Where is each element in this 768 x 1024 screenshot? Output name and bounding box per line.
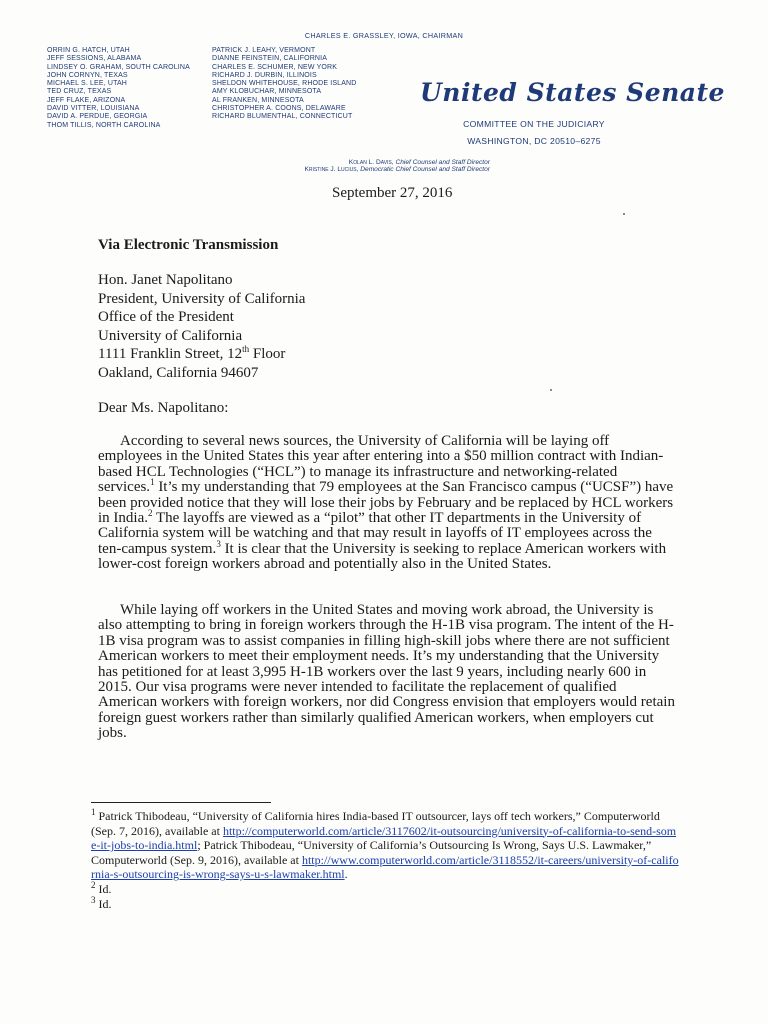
member-name: RICHARD J. DURBIN, ILLINOIS: [212, 71, 317, 79]
member-name: THOM TILLIS, NORTH CAROLINA: [47, 121, 161, 129]
footnote-text: .: [344, 867, 348, 882]
footnote-text: Id.: [95, 881, 112, 896]
member-name: MICHAEL S. LEE, UTAH: [47, 80, 128, 88]
footnote-ref: 2: [148, 508, 153, 519]
staff-name: Kolan L. Davis,: [348, 159, 394, 166]
committee-members-majority: [47, 47, 190, 130]
staff-title: Chief Counsel and Staff Director: [395, 159, 490, 166]
footnote-ref: 1: [150, 477, 155, 488]
staff-line: [0, 159, 490, 166]
p1-text-c: The layoffs are viewed as a “pilot” that other IT departments in the University of California system will be watching and that may result in layoffs of IT employees across the ten-campus system.: [98, 510, 652, 557]
committee-block: [420, 116, 648, 150]
member-name: PATRICK J. LEAHY, VERMONT: [212, 47, 316, 54]
footnote-link[interactable]: http://computerworld.com/article/3117602/it-outsourcing/university-of-california-to-send-some-it-jobs-to-india.html: [91, 823, 677, 853]
committee-name: COMMITTEE ON THE JUDICIARY: [463, 119, 605, 129]
member-name: ORRIN G. HATCH, UTAH: [47, 47, 130, 54]
staff-directors: [0, 159, 490, 174]
committee-members-minority: [212, 47, 356, 122]
recipient-line: Oakland, California 94607: [98, 364, 259, 381]
footnote-1: [91, 809, 681, 882]
member-name: SHELDON WHITEHOUSE, RHODE ISLAND: [212, 80, 357, 88]
p1-text-b: It’s my understanding that 79 employees at the San Francisco campus (“UCSF”) have been provided notice that they will lose their jobs by February and be replaced by HCL workers in India.: [98, 479, 674, 527]
senate-title: United States Senate: [420, 78, 725, 107]
staff-name: Kristine J. Lucius,: [304, 166, 359, 174]
scan-speck: [550, 389, 552, 391]
member-name: CHRISTOPHER A. COONS, DELAWARE: [212, 105, 346, 113]
member-name: DAVID VITTER, LOUISIANA: [47, 105, 140, 113]
footnote-text: ; Patrick Thibodeau, “University of California’s Outsourcing Is Wrong, Says U.S. Lawmaker,” Computerworld (Sep. 9, 2016), available at: [91, 838, 652, 867]
member-name: DAVID A. PERDUE, GEORGIA: [47, 113, 148, 121]
recipient-line: [98, 345, 305, 364]
recipient-line: Hon. Janet Napolitano: [98, 272, 233, 288]
p1-text-a: According to several news sources, the University of California will be laying off employees in the United States this year after entering into a $50 million contract with Indian-based HCL Technologies (“HCL”) to manage its infrastructure and networking-related services.: [98, 433, 664, 496]
member-name: RICHARD BLUMENTHAL, CONNECTICUT: [212, 113, 353, 121]
member-name: TED CRUZ, TEXAS: [47, 88, 112, 96]
scan-speck: [623, 213, 625, 215]
recipient-address: [98, 271, 305, 383]
member-name: AMY KLOBUCHAR, MINNESOTA: [212, 88, 322, 96]
paragraph-2: While laying off workers in the United States and moving work abroad, the University is also attempting to bring in foreign workers through the H-1B visa program. The intent of the H-1B visa program was to assist companies in filling high-skill jobs where there are not sufficient American workers to meet their employment needs. It’s my understanding that the University has petitioned for at least 3,995 H-1B workers over the last 9 years, including nearly 600 in 2015. Our visa programs were never intended to facilitate the replacement of qualified American workers with foreign workers, nor did Congress envision that employers would retain foreign guest workers rather than similarly qualified American workers, when employers cut jobs.: [98, 602, 675, 742]
footnote-2: [91, 879, 681, 897]
footnote-3: [91, 894, 681, 912]
member-name: JEFF FLAKE, ARIZONA: [47, 96, 126, 104]
paragraph-1: [98, 434, 676, 573]
ordinal-suffix: th: [242, 344, 250, 355]
floor-text: Floor: [249, 346, 286, 363]
member-name: JOHN CORNYN, TEXAS: [47, 71, 128, 79]
staff-line: [0, 166, 490, 173]
committee-address: WASHINGTON, DC 20510–6275: [467, 136, 601, 146]
street-text: 1111 Franklin Street, 12: [98, 346, 243, 363]
footnote-divider: [91, 802, 271, 803]
footnote-text: Id.: [95, 896, 112, 911]
recipient-line: Office of the President: [98, 309, 234, 326]
staff-title: Democratic Chief Counsel and Staff Director: [360, 166, 490, 174]
footnote-number: 3: [91, 894, 96, 905]
member-name: LINDSEY O. GRAHAM, SOUTH CAROLINA: [47, 63, 190, 71]
footnotes: [91, 809, 681, 911]
footnote-number: 2: [91, 879, 96, 890]
member-name: JEFF SESSIONS, ALABAMA: [47, 55, 142, 63]
recipient-line: President, University of California: [98, 290, 306, 307]
p1-text-d: It is clear that the University is seeking to replace American workers with lower-cost foreign workers abroad and potentially also in the United States.: [98, 540, 667, 573]
letter-date: September 27, 2016: [332, 185, 453, 201]
transmission-note: Via Electronic Transmission: [98, 237, 279, 253]
recipient-line: University of California: [98, 327, 243, 344]
member-name: CHARLES E. SCHUMER, NEW YORK: [212, 63, 338, 71]
salutation: Dear Ms. Napolitano:: [98, 400, 229, 416]
footnote-text: Patrick Thibodeau, “University of California hires India-based IT outsourcer, lays off tech workers,” Computerworld (Sep. 7, 2016), available at: [91, 809, 660, 838]
footnote-ref: 3: [216, 538, 221, 549]
member-name: AL FRANKEN, MINNESOTA: [212, 96, 304, 104]
footnote-number: 1: [91, 807, 96, 817]
committee-chairman: CHARLES E. GRASSLEY, IOWA, CHAIRMAN: [304, 31, 464, 40]
member-name: DIANNE FEINSTEIN, CALIFORNIA: [212, 55, 328, 63]
footnote-link[interactable]: http://www.computerworld.com/article/3118552/it-careers/university-of-california-s-outsourcing-is-wrong-says-u-s-lawmaker.html: [91, 852, 679, 882]
